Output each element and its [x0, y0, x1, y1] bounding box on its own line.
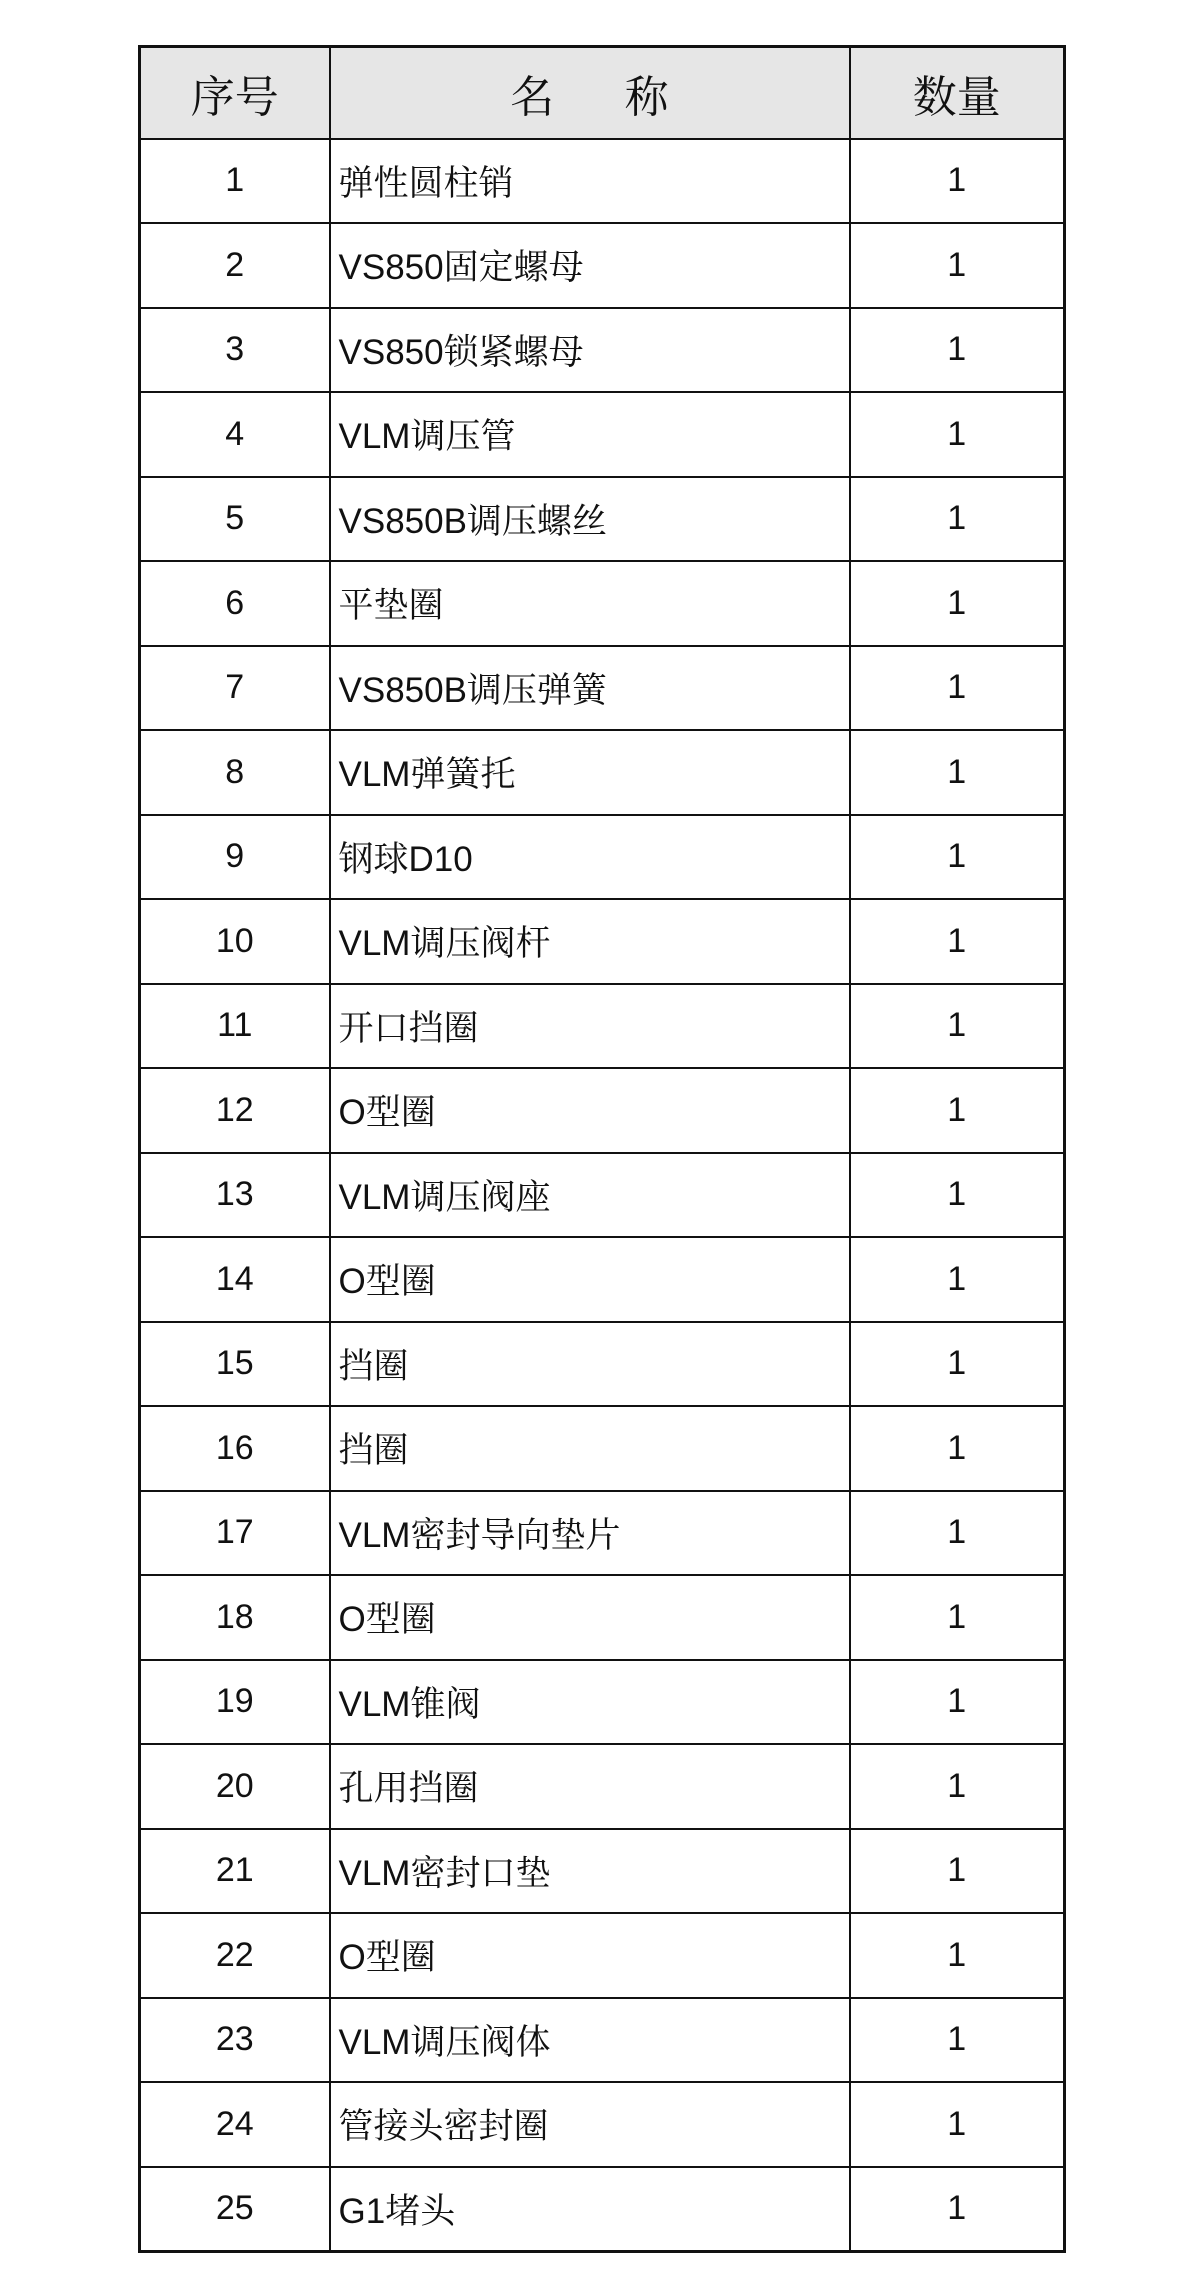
- part-quantity: 1: [850, 308, 1065, 393]
- table-row: [140, 730, 1065, 815]
- part-quantity: 1: [850, 2167, 1065, 2252]
- part-name: 钢球D10: [330, 815, 850, 900]
- row-number: 2: [140, 223, 330, 308]
- part-name: VS850B调压弹簧: [330, 646, 850, 731]
- table-row: [140, 1575, 1065, 1660]
- part-name: 挡圈: [330, 1406, 850, 1491]
- table-row: [140, 1913, 1065, 1998]
- part-name: O型圈: [330, 1575, 850, 1660]
- header-no: 序号: [140, 47, 330, 139]
- part-quantity: 1: [850, 1913, 1065, 1998]
- part-name: VLM调压管: [330, 392, 850, 477]
- part-name: 挡圈: [330, 1322, 850, 1407]
- part-quantity: 1: [850, 815, 1065, 900]
- row-number: 8: [140, 730, 330, 815]
- part-name: VLM调压阀体: [330, 1998, 850, 2083]
- part-name: O型圈: [330, 1913, 850, 1998]
- part-quantity: 1: [850, 392, 1065, 477]
- row-number: 21: [140, 1829, 330, 1914]
- table-row: [140, 1998, 1065, 2083]
- part-name: G1堵头: [330, 2167, 850, 2252]
- part-quantity: 1: [850, 1744, 1065, 1829]
- table-row: [140, 815, 1065, 900]
- row-number: 17: [140, 1491, 330, 1576]
- row-number: 3: [140, 308, 330, 393]
- part-quantity: 1: [850, 1406, 1065, 1491]
- part-quantity: 1: [850, 1829, 1065, 1914]
- part-name: 管接头密封圈: [330, 2082, 850, 2167]
- part-quantity: 1: [850, 1998, 1065, 2083]
- part-quantity: 1: [850, 2082, 1065, 2167]
- table-row: [140, 2082, 1065, 2167]
- table-row: [140, 1406, 1065, 1491]
- part-quantity: 1: [850, 1322, 1065, 1407]
- row-number: 12: [140, 1068, 330, 1153]
- part-name: VLM锥阀: [330, 1660, 850, 1745]
- part-name: VLM密封导向垫片: [330, 1491, 850, 1576]
- part-quantity: 1: [850, 730, 1065, 815]
- table-header: [140, 47, 1065, 139]
- table-row: [140, 2167, 1065, 2252]
- row-number: 24: [140, 2082, 330, 2167]
- part-name: VLM调压阀座: [330, 1153, 850, 1238]
- table-row: [140, 139, 1065, 224]
- part-quantity: 1: [850, 899, 1065, 984]
- parts-table: [138, 45, 1066, 2253]
- row-number: 18: [140, 1575, 330, 1660]
- table-row: [140, 984, 1065, 1069]
- row-number: 13: [140, 1153, 330, 1238]
- row-number: 9: [140, 815, 330, 900]
- table-body: [140, 139, 1065, 2252]
- table-row: [140, 308, 1065, 393]
- row-number: 6: [140, 561, 330, 646]
- part-name: 孔用挡圈: [330, 1744, 850, 1829]
- part-name: VS850锁紧螺母: [330, 308, 850, 393]
- part-name: 开口挡圈: [330, 984, 850, 1069]
- part-name: VS850固定螺母: [330, 223, 850, 308]
- table-row: [140, 223, 1065, 308]
- part-quantity: 1: [850, 477, 1065, 562]
- header-row: [140, 47, 1065, 139]
- part-name: O型圈: [330, 1237, 850, 1322]
- row-number: 22: [140, 1913, 330, 1998]
- row-number: 4: [140, 392, 330, 477]
- table-row: [140, 1068, 1065, 1153]
- header-name: 名称: [330, 47, 850, 139]
- table-row: [140, 899, 1065, 984]
- row-number: 20: [140, 1744, 330, 1829]
- part-quantity: 1: [850, 561, 1065, 646]
- table-row: [140, 1829, 1065, 1914]
- row-number: 7: [140, 646, 330, 731]
- row-number: 5: [140, 477, 330, 562]
- part-quantity: 1: [850, 1153, 1065, 1238]
- table-row: [140, 1153, 1065, 1238]
- part-quantity: 1: [850, 1660, 1065, 1745]
- row-number: 1: [140, 139, 330, 224]
- table-row: [140, 646, 1065, 731]
- part-name: VLM调压阀杆: [330, 899, 850, 984]
- part-name: O型圈: [330, 1068, 850, 1153]
- row-number: 11: [140, 984, 330, 1069]
- header-qty: 数量: [850, 47, 1065, 139]
- part-quantity: 1: [850, 1237, 1065, 1322]
- part-quantity: 1: [850, 646, 1065, 731]
- table-row: [140, 1237, 1065, 1322]
- row-number: 16: [140, 1406, 330, 1491]
- part-name: VLM密封口垫: [330, 1829, 850, 1914]
- part-quantity: 1: [850, 1068, 1065, 1153]
- table-row: [140, 1322, 1065, 1407]
- table-row: [140, 1744, 1065, 1829]
- part-name: 弹性圆柱销: [330, 139, 850, 224]
- table-row: [140, 561, 1065, 646]
- table-row: [140, 1660, 1065, 1745]
- row-number: 23: [140, 1998, 330, 2083]
- row-number: 25: [140, 2167, 330, 2252]
- row-number: 19: [140, 1660, 330, 1745]
- part-quantity: 1: [850, 139, 1065, 224]
- part-name: 平垫圈: [330, 561, 850, 646]
- row-number: 15: [140, 1322, 330, 1407]
- part-quantity: 1: [850, 223, 1065, 308]
- table-row: [140, 477, 1065, 562]
- row-number: 14: [140, 1237, 330, 1322]
- table-row: [140, 392, 1065, 477]
- table-row: [140, 1491, 1065, 1576]
- part-name: VS850B调压螺丝: [330, 477, 850, 562]
- part-quantity: 1: [850, 1491, 1065, 1576]
- row-number: 10: [140, 899, 330, 984]
- part-name: VLM弹簧托: [330, 730, 850, 815]
- part-quantity: 1: [850, 984, 1065, 1069]
- part-quantity: 1: [850, 1575, 1065, 1660]
